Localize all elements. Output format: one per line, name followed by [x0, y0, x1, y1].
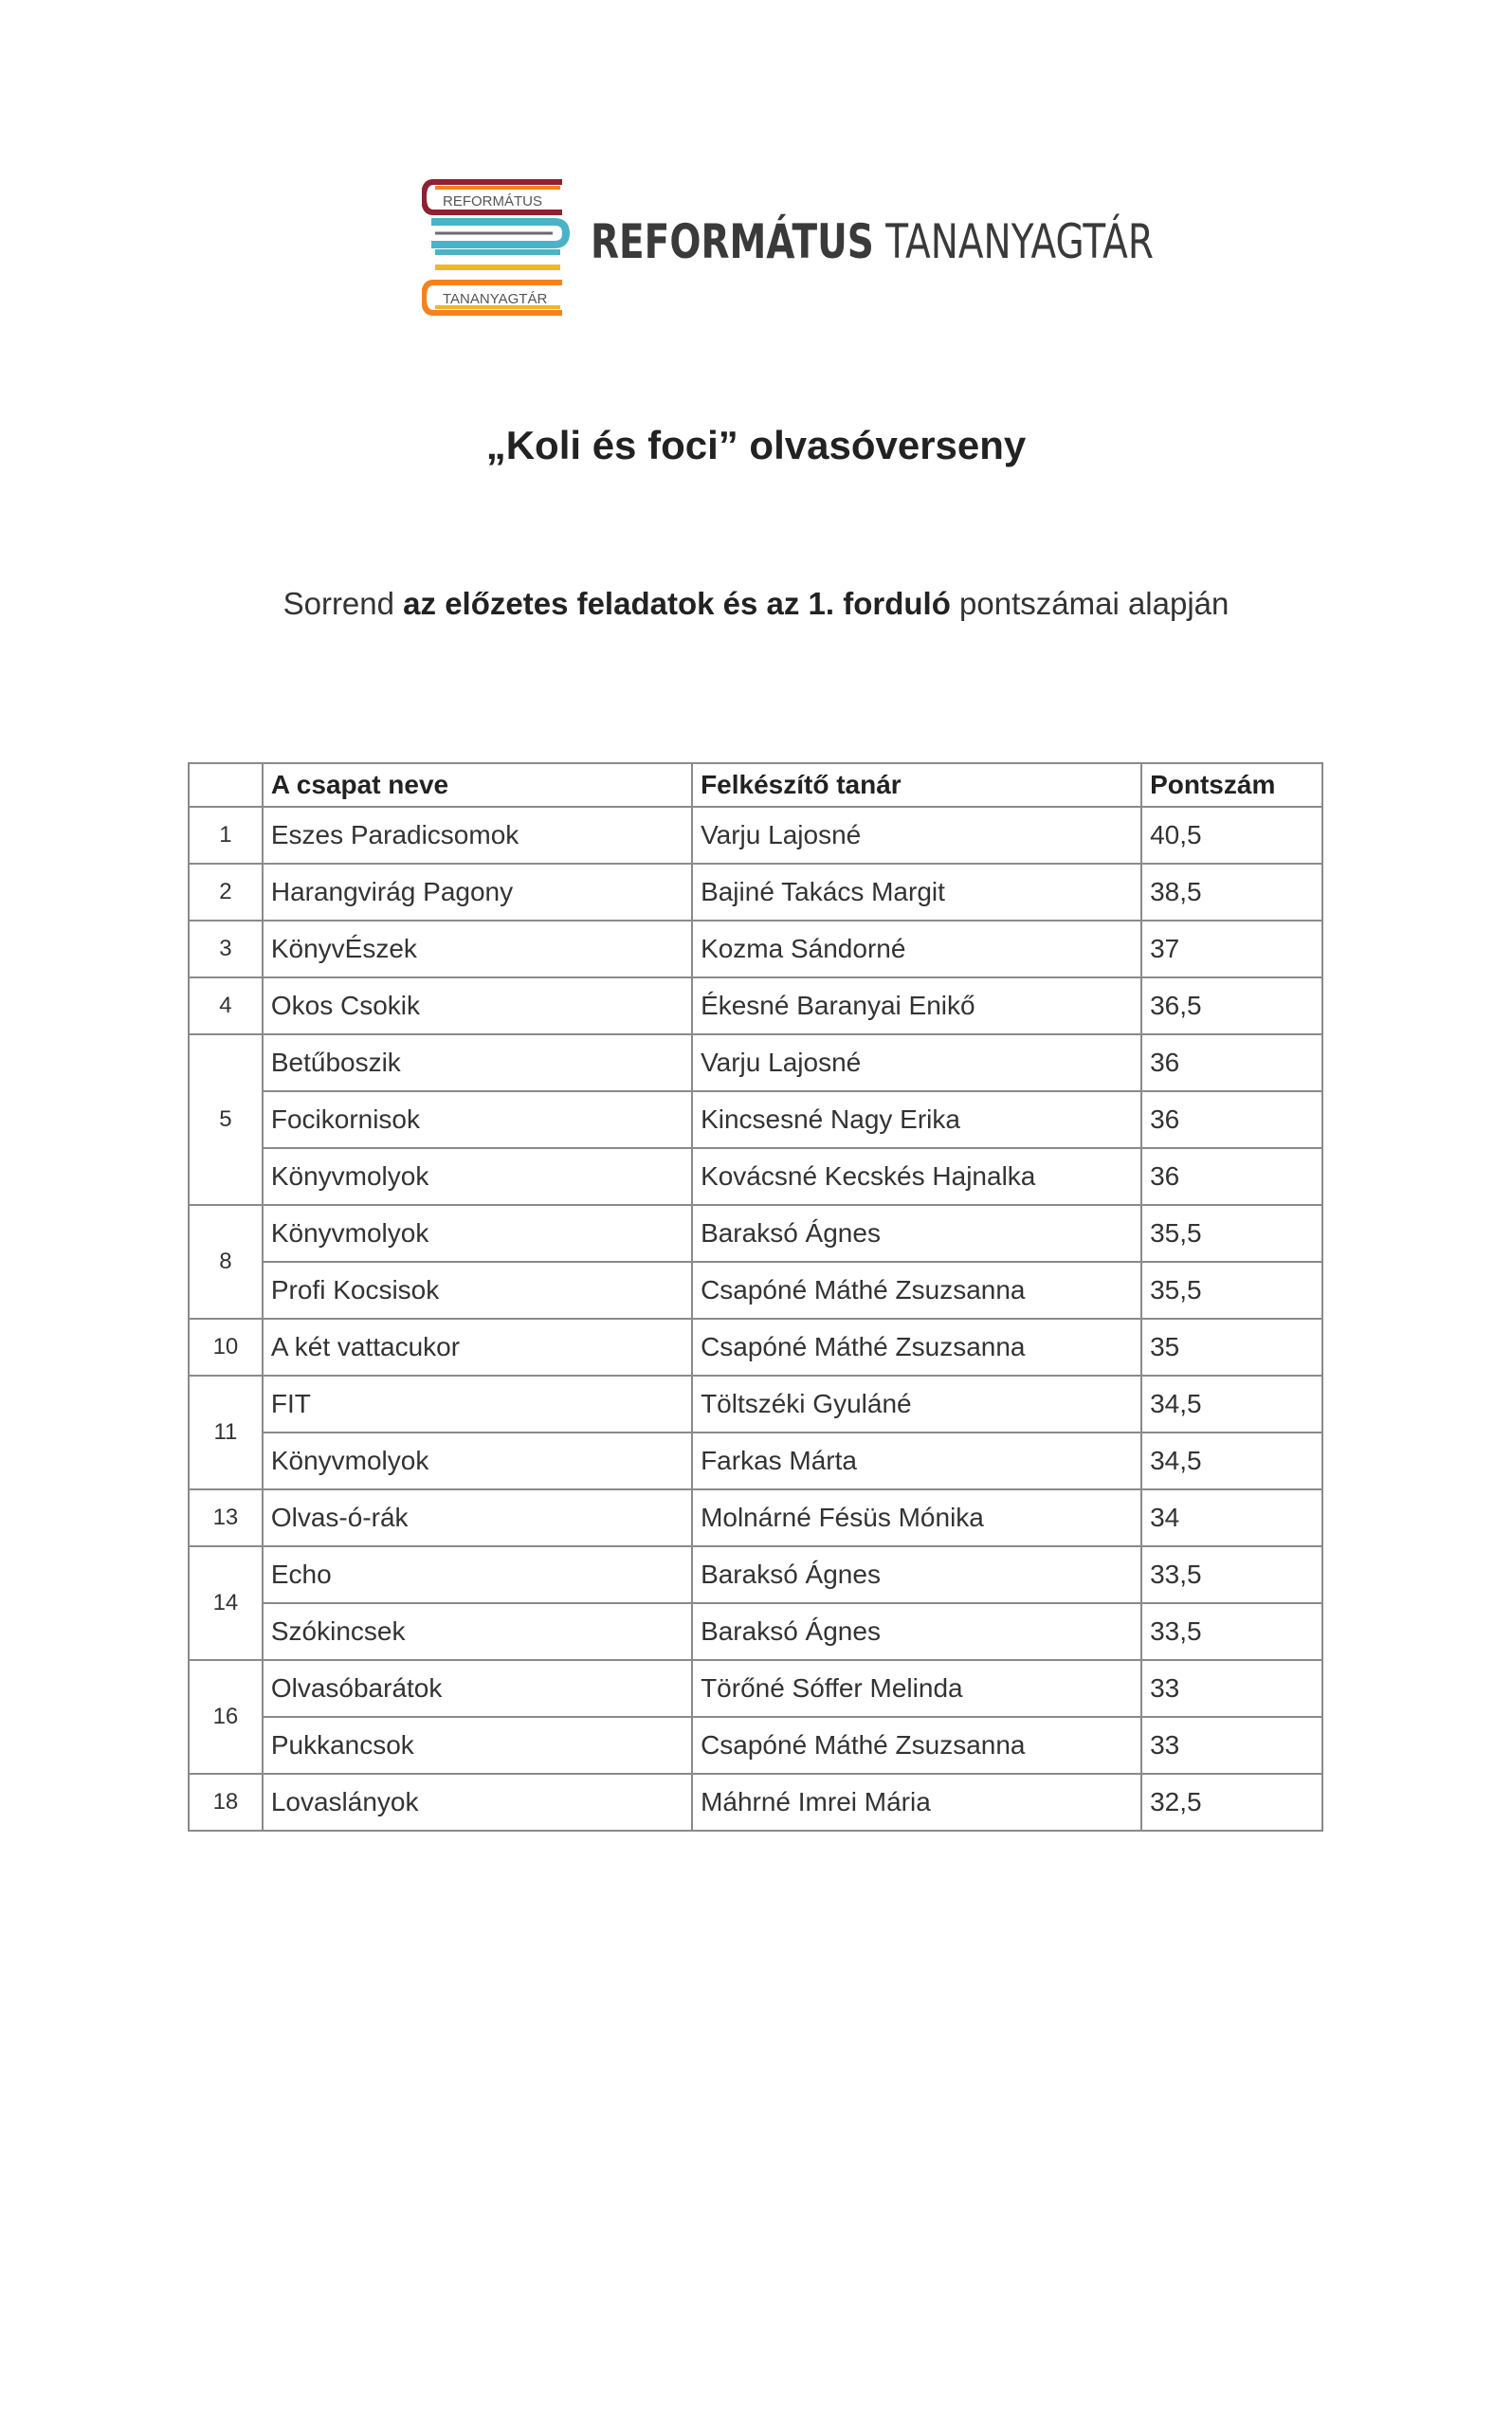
score-cell: 36,5 [1141, 977, 1322, 1034]
teacher-cell: Törőné Sóffer Melinda [692, 1660, 1141, 1717]
page-subtitle [0, 586, 1512, 622]
logo-badge-bottom-text: TANANYAGTÁR [443, 291, 548, 307]
team-cell: Focikornisok [263, 1091, 692, 1148]
teacher-cell: Csapóné Máthé Zsuzsanna [692, 1717, 1141, 1774]
table-row [189, 1205, 1322, 1262]
teacher-cell: Ékesné Baranyai Enikő [692, 977, 1141, 1034]
rank-cell: 10 [189, 1319, 263, 1376]
table-row [189, 1376, 1322, 1432]
table-row [189, 807, 1322, 864]
team-cell: Eszes Paradicsomok [263, 807, 692, 864]
team-cell: Könyvmolyok [263, 1148, 692, 1205]
rank-cell: 1 [189, 807, 263, 864]
teacher-cell: Baraksó Ágnes [692, 1205, 1141, 1262]
teacher-cell: Baraksó Ágnes [692, 1546, 1141, 1603]
team-cell: Szókincsek [263, 1603, 692, 1660]
score-cell: 33 [1141, 1717, 1322, 1774]
rank-cell: 3 [189, 921, 263, 977]
teacher-cell: Bajiné Takács Margit [692, 864, 1141, 921]
table-row [189, 1603, 1322, 1660]
teacher-cell: Molnárné Fésüs Mónika [692, 1489, 1141, 1546]
table-row [189, 1091, 1322, 1148]
team-cell: KönyvÉszek [263, 921, 692, 977]
teacher-cell: Máhrné Imrei Mária [692, 1774, 1141, 1831]
score-cell: 34,5 [1141, 1432, 1322, 1489]
team-cell: FIT [263, 1376, 692, 1432]
team-cell: Olvas-ó-rák [263, 1489, 692, 1546]
score-cell: 35 [1141, 1319, 1322, 1376]
team-cell: Pukkancsok [263, 1717, 692, 1774]
score-cell: 40,5 [1141, 807, 1322, 864]
table-row [189, 1660, 1322, 1717]
rank-cell: 14 [189, 1546, 263, 1660]
team-cell: Echo [263, 1546, 692, 1603]
score-cell: 36 [1141, 1091, 1322, 1148]
score-cell: 37 [1141, 921, 1322, 977]
logo [422, 178, 1154, 317]
score-cell: 33,5 [1141, 1546, 1322, 1603]
team-cell: A két vattacukor [263, 1319, 692, 1376]
table-row [189, 1489, 1322, 1546]
table-row [189, 1034, 1322, 1091]
teacher-cell: Farkas Márta [692, 1432, 1141, 1489]
teacher-cell: Baraksó Ágnes [692, 1603, 1141, 1660]
team-cell: Olvasóbarátok [263, 1660, 692, 1717]
rank-cell: 8 [189, 1205, 263, 1319]
team-cell: Betűboszik [263, 1034, 692, 1091]
score-cell: 33 [1141, 1660, 1322, 1717]
teacher-cell: Csapóné Máthé Zsuzsanna [692, 1262, 1141, 1319]
subtitle-part-2: az előzetes feladatok és az 1. forduló [403, 586, 951, 621]
rank-cell: 4 [189, 977, 263, 1034]
team-cell: Könyvmolyok [263, 1432, 692, 1489]
teacher-cell: Töltszéki Gyuláné [692, 1376, 1141, 1432]
header-team: A csapat neve [263, 763, 692, 807]
rank-cell: 2 [189, 864, 263, 921]
teacher-cell: Kozma Sándorné [692, 921, 1141, 977]
subtitle-part-1: Sorrend [282, 586, 404, 621]
logo-badge-top-text: REFORMÁTUS [443, 193, 542, 210]
page-title: „Koli és foci” olvasóverseny [485, 423, 1027, 467]
score-cell: 36 [1141, 1148, 1322, 1205]
teacher-cell: Kovácsné Kecskés Hajnalka [692, 1148, 1141, 1205]
table-header-row [189, 763, 1322, 807]
table-row [189, 1148, 1322, 1205]
results-table [188, 762, 1323, 1832]
teacher-cell: Csapóné Máthé Zsuzsanna [692, 1319, 1141, 1376]
rank-cell: 11 [189, 1376, 263, 1489]
table-row [189, 1546, 1322, 1603]
score-cell: 34 [1141, 1489, 1322, 1546]
table-row [189, 1717, 1322, 1774]
table-row [189, 921, 1322, 977]
logo-word-reformatus: REFORMÁTUS [591, 214, 874, 269]
teacher-cell: Varju Lajosné [692, 1034, 1141, 1091]
rank-cell: 18 [189, 1774, 263, 1831]
rank-cell: 13 [189, 1489, 263, 1546]
header-score: Pontszám [1141, 763, 1322, 807]
table-row [189, 1774, 1322, 1831]
logo-word-tananyagtar: TANANYAGTÁR [885, 214, 1154, 269]
teacher-cell: Varju Lajosné [692, 807, 1141, 864]
table-row [189, 1432, 1322, 1489]
score-cell: 38,5 [1141, 864, 1322, 921]
rank-cell: 5 [189, 1034, 263, 1205]
team-cell: Okos Csokik [263, 977, 692, 1034]
header-rank [189, 763, 263, 807]
team-cell: Könyvmolyok [263, 1205, 692, 1262]
logo-wordmark [591, 214, 1154, 269]
team-cell: Profi Kocsisok [263, 1262, 692, 1319]
score-cell: 35,5 [1141, 1262, 1322, 1319]
table-row [189, 864, 1322, 921]
table-body [189, 807, 1322, 1831]
table-row [189, 1262, 1322, 1319]
table-row [189, 1319, 1322, 1376]
table-row [189, 977, 1322, 1034]
score-cell: 34,5 [1141, 1376, 1322, 1432]
score-cell: 32,5 [1141, 1774, 1322, 1831]
score-cell: 35,5 [1141, 1205, 1322, 1262]
team-cell: Lovaslányok [263, 1774, 692, 1831]
score-cell: 33,5 [1141, 1603, 1322, 1660]
header-teacher: Felkészítő tanár [692, 763, 1141, 807]
books-logo-icon [422, 178, 572, 317]
team-cell: Harangvirág Pagony [263, 864, 692, 921]
subtitle-part-3: pontszámai alapján [950, 586, 1230, 621]
rank-cell: 16 [189, 1660, 263, 1774]
score-cell: 36 [1141, 1034, 1322, 1091]
teacher-cell: Kincsesné Nagy Erika [692, 1091, 1141, 1148]
